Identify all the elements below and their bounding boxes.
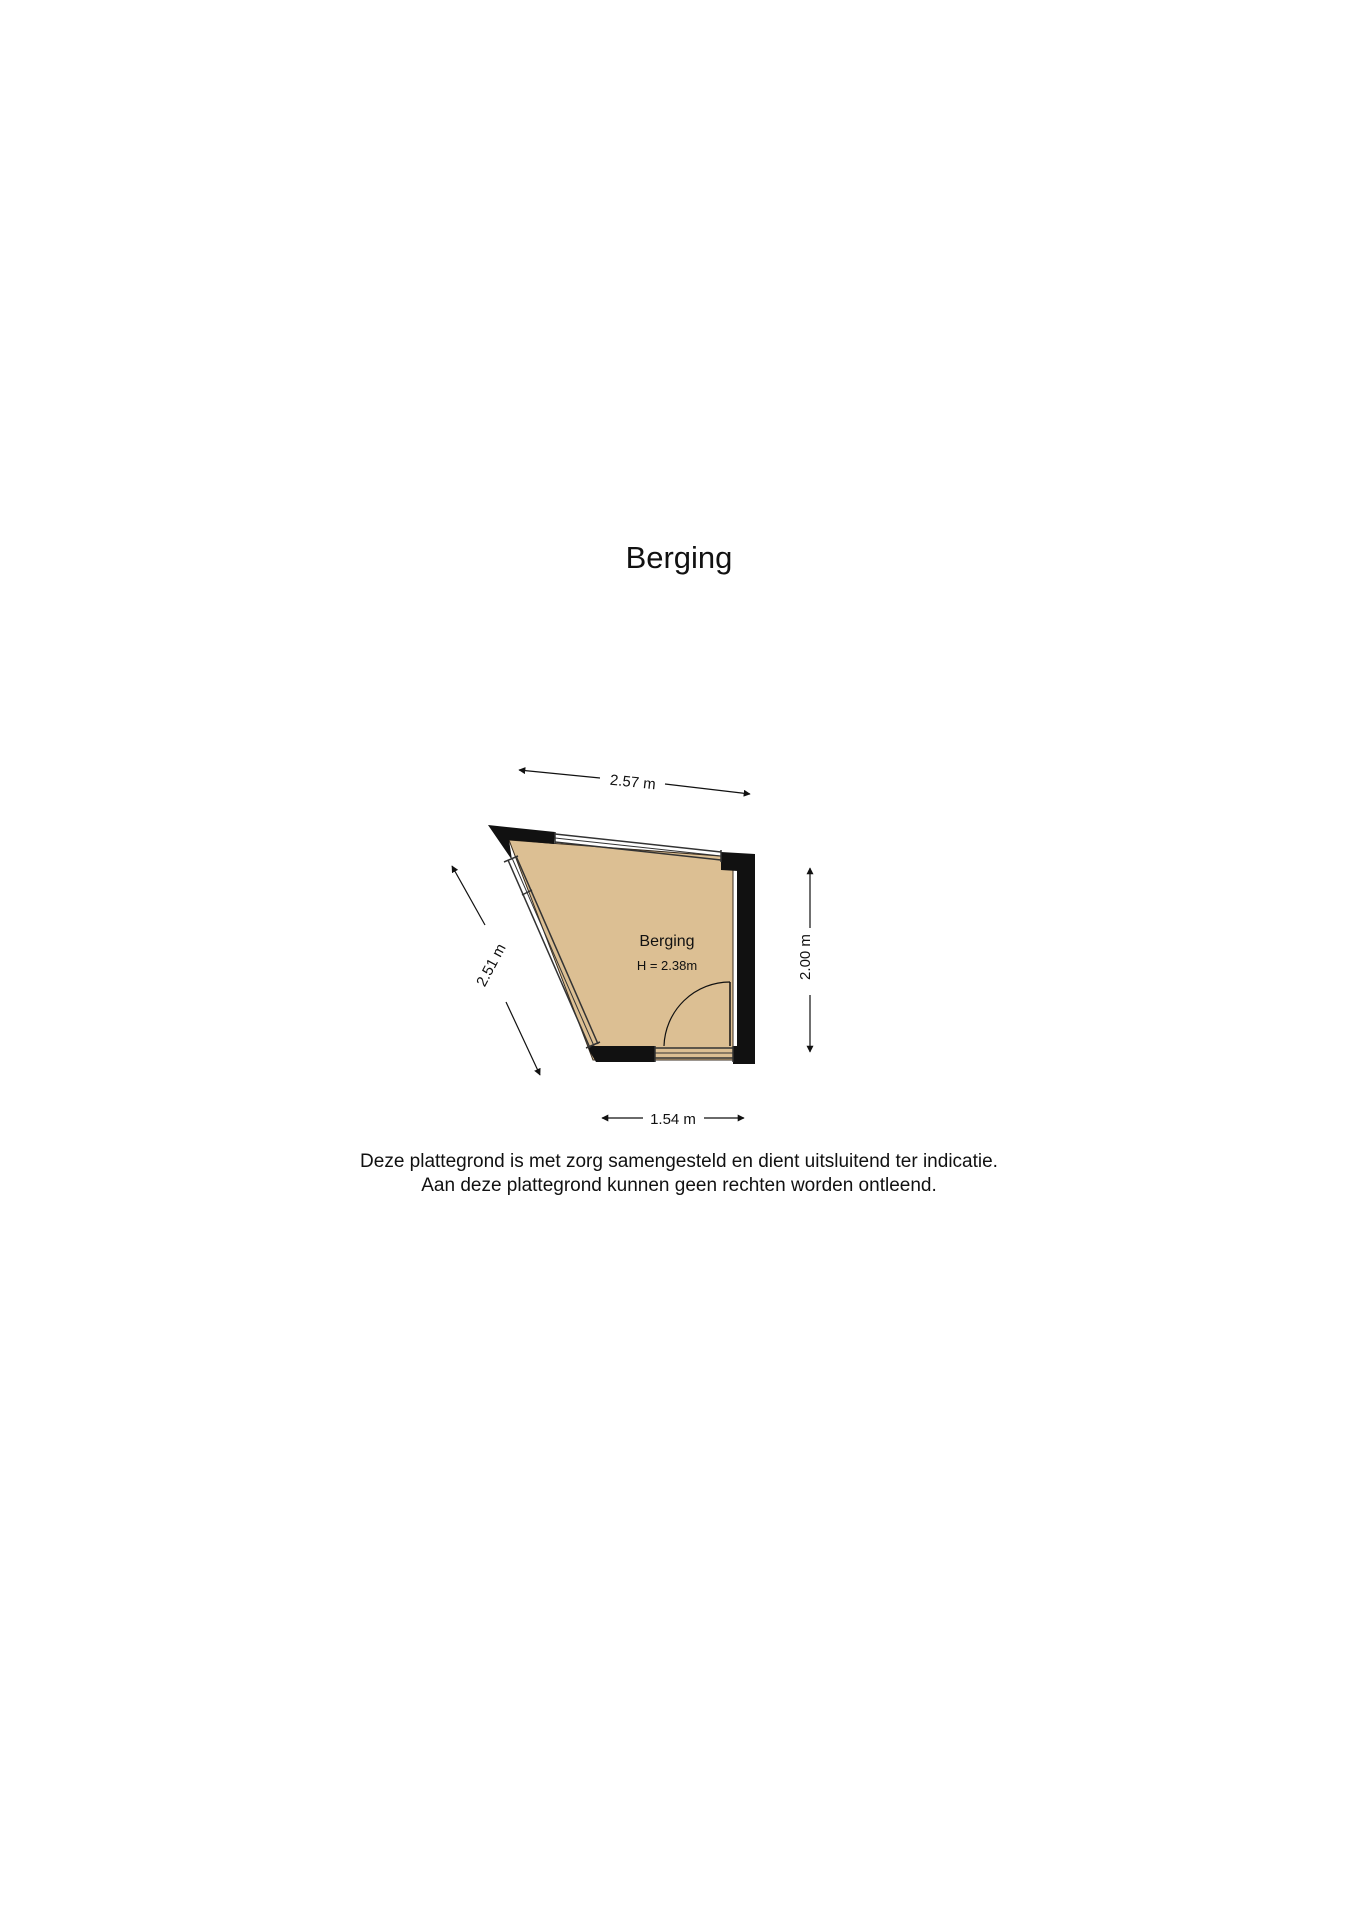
wall-bottom-left — [588, 1046, 655, 1062]
room-floor — [509, 840, 733, 1060]
room-height-label: H = 2.38m — [636, 958, 698, 973]
page-title: Berging — [625, 540, 733, 575]
wall-bottom-right — [733, 1046, 755, 1064]
dimension-bottom — [602, 1111, 744, 1128]
dimension-right-label: 2.00 m — [797, 934, 814, 980]
dimension-left-label: 2.51 m — [473, 940, 510, 990]
room-name-label: Berging — [639, 933, 695, 950]
dimension-bottom-label: 1.54 m — [650, 1111, 696, 1128]
disclaimer — [0, 1150, 1358, 1198]
wall-right — [737, 856, 755, 1064]
dimension-left — [452, 866, 540, 1075]
dimension-top — [519, 770, 750, 794]
dimension-top-label: 2.57 m — [609, 771, 657, 794]
disclaimer-line-1: Deze plattegrond is met zorg samengesteld en dient uitsluitend ter indicatie. — [360, 1151, 998, 1172]
dimension-right — [797, 868, 814, 1052]
disclaimer-line-2: Aan deze plattegrond kunnen geen rechten worden ontleend. — [421, 1175, 937, 1196]
